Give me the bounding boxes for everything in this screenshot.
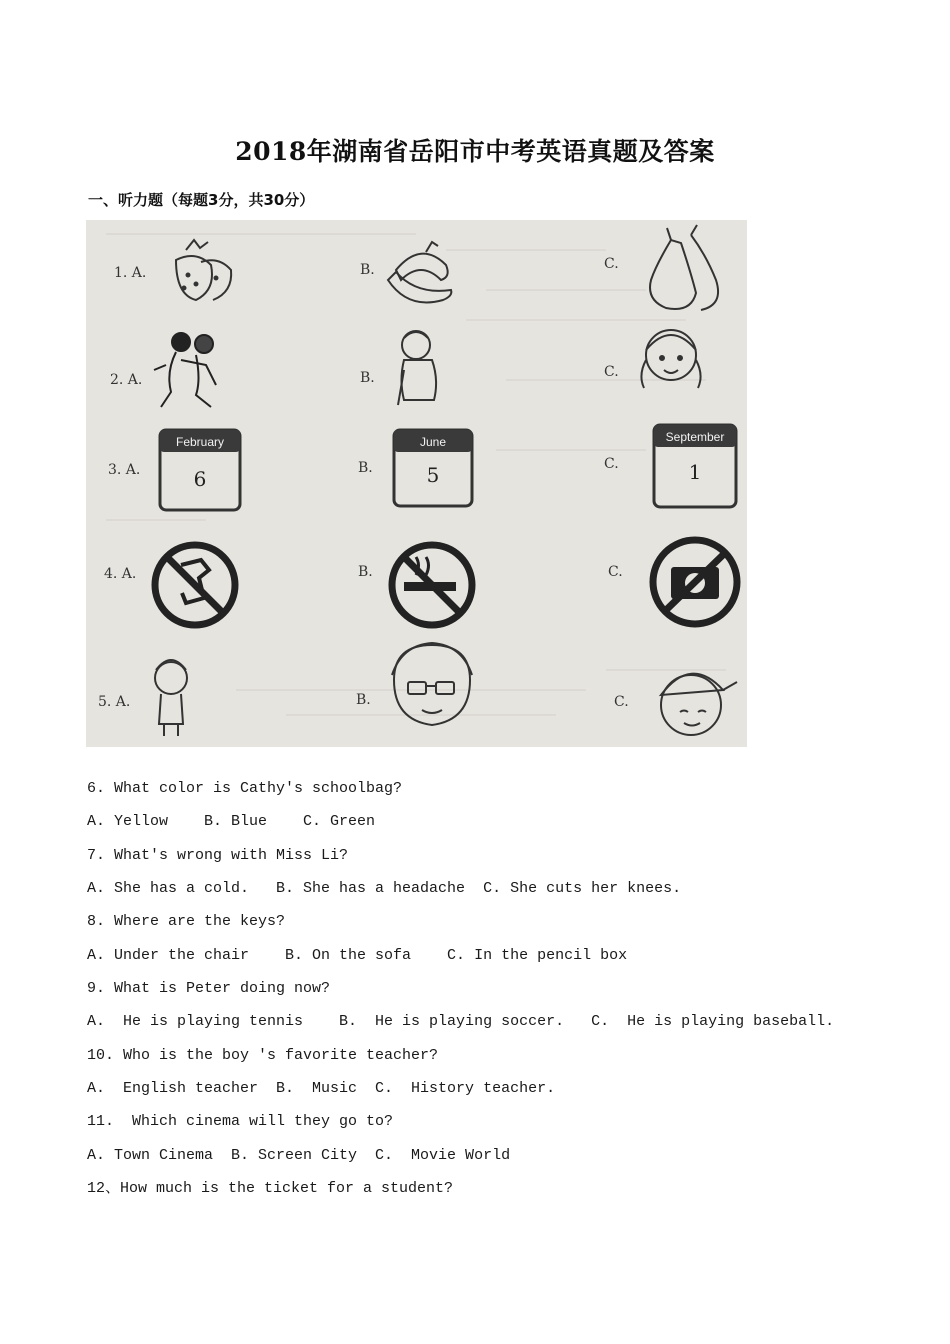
row3-label-c: C. xyxy=(604,456,619,472)
row5-label-b: B. xyxy=(356,692,371,708)
question-11-options: A. Town Cinema B. Screen City C. Movie World xyxy=(87,1146,511,1164)
dancing-couple-icon xyxy=(154,333,216,407)
question-8-options: A. Under the chair B. On the sofa C. In the pencil box xyxy=(87,946,628,964)
row1-label-c: C. xyxy=(604,256,619,272)
question-9: 9. What is Peter doing now? xyxy=(87,980,331,998)
banana-icon xyxy=(388,242,451,303)
row5-label-a: 5. A. xyxy=(98,694,131,710)
no-smoking-sign-icon xyxy=(392,545,472,625)
calendar-icon xyxy=(654,425,736,507)
picture-questions-photo xyxy=(86,220,747,747)
question-6-options: A. Yellow B. Blue C. Green xyxy=(87,813,376,831)
row4-label-b: B. xyxy=(358,564,373,580)
calendar-day-3: 1 xyxy=(688,460,702,484)
row4-label-c: C. xyxy=(608,564,623,580)
pear-icon xyxy=(650,225,718,310)
question-11: 11. Which cinema will they go to? xyxy=(87,1113,394,1131)
calendar-month-3: September xyxy=(665,430,725,444)
no-photo-sign-icon xyxy=(653,540,737,624)
boy-figure-icon xyxy=(155,660,187,736)
girl-face-icon xyxy=(641,330,700,388)
question-8: 8. Where are the keys? xyxy=(87,913,286,931)
man-glasses-icon xyxy=(392,643,472,725)
question-6: 6. What color is Cathy's schoolbag? xyxy=(87,780,403,797)
section-heading-listening: 一、听力题（每题3分，共30分） xyxy=(88,191,315,209)
calendar-day-1: 6 xyxy=(193,467,207,491)
question-7-options: A. She has a cold. B. She has a headache C. She cuts her knees. xyxy=(87,880,682,898)
row3-label-b: B. xyxy=(358,460,373,476)
row4-label-a: 4. A. xyxy=(104,566,137,582)
calendar-month-2: June xyxy=(419,435,447,449)
row5-label-c: C. xyxy=(614,694,629,710)
calendar-icon xyxy=(394,430,472,506)
question-7: 7. What's wrong with Miss Li? xyxy=(87,846,349,864)
row2-label-b: B. xyxy=(360,370,375,386)
calendar-icon xyxy=(160,430,240,510)
picture-questions-svg xyxy=(86,220,747,747)
question-10: 10. Who is the boy 's favorite teacher? xyxy=(87,1046,439,1064)
document-title: 2018年湖南省岳阳市中考英语真题及答案 xyxy=(235,137,715,166)
listening-questions xyxy=(87,776,907,1209)
boy-cap-icon xyxy=(661,674,737,735)
row2-label-c: C. xyxy=(604,364,619,380)
row2-label-a: 2. A. xyxy=(110,372,143,388)
row3-label-a: 3. A. xyxy=(108,462,141,478)
row1-label-b: B. xyxy=(360,262,375,278)
no-drinking-sign-icon xyxy=(155,545,235,625)
question-9-options: A. He is playing tennis B. He is playing soccer. C. He is playing baseball. xyxy=(87,1013,835,1031)
calendar-day-2: 5 xyxy=(426,463,440,487)
question-12: 12、How much is the ticket for a student? xyxy=(87,1180,454,1198)
old-man-icon xyxy=(398,331,436,405)
row1-label-a: 1. A. xyxy=(114,265,147,281)
strawberry-icon xyxy=(176,240,231,300)
calendar-month-1: February xyxy=(175,435,225,449)
question-10-options: A. English teacher B. Music C. History teacher. xyxy=(87,1080,556,1098)
